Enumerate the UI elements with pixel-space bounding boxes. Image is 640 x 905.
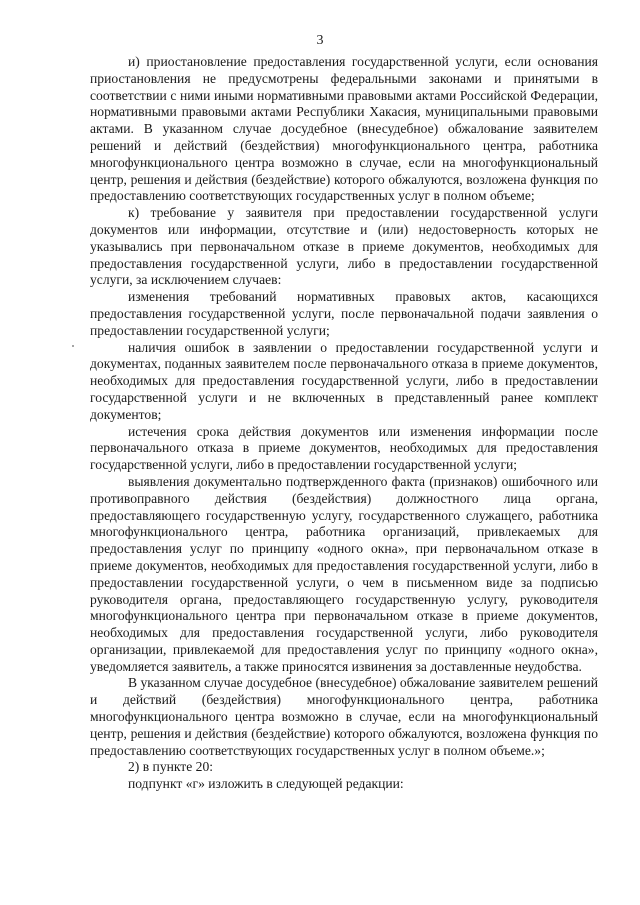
paragraph-subitem-g: подпункт «г» изложить в следующей редакции: — [128, 776, 404, 792]
paragraph-exception-2: наличия ошибок в заявлении о предоставлении государственной услуги и документах, поданных заявителем после первоначального отказа в приеме документов, необходимых для предоставления государственной услуги, либо в предоставлении государственной услуги и не включенных в представленный ранее комплект документов; — [90, 339, 598, 422]
paragraph-exception-1: изменения требований нормативных правовых актов, касающихся предоставления государственной услуги, после первоначальной подачи заявления о предоставлении государственной услуги; — [90, 289, 598, 338]
paragraph-appeal: В указанном случае досудебное (внесудебное) обжалование заявителем решений и действий (бездействия) многофункционального центра, работника многофункционального центра возможно в случае, если на многофункциональный центр, решения и действия (бездействие) которого обжалуются, возложена функция по предоставлению соответствующих государственных услуг в полном объеме.»; — [90, 675, 598, 758]
paragraph-exception-4: выявления документально подтвержденного факта (признаков) ошибочного или противоправного действия (бездействия) должностного лица органа, предоставляющего государственную услугу, государственного служащего, работника многофункционального центра, работника организаций, привлекаемых для предоставления услуг по принципу «одного окна», при первоначальном отказе в приеме документов, необходимых для предоставления государственной услуги, либо в предоставлении государственной услуги, о чем в письменном виде за подписью руководителя органа, предоставляющего государственную услугу, руководителя многофункционального центра при первоначальном отказе в приеме документов, необходимых для предоставления государственной услуги, либо руководителя организации, привлекаемой для предоставления услуг по принципу «одного окна», уведомляется заявитель, а также приносятся извинения за доставленные неудобства. — [90, 473, 598, 674]
page-number: 3 — [316, 33, 324, 48]
paragraph-item-2: 2) в пункте 20: — [128, 759, 214, 775]
scan-speck — [72, 345, 74, 347]
paragraph-k: к) требование у заявителя при предоставлении государственной услуги документов или информации, отсутствие и (или) недостоверность которых не указывались при первоначальном отказе в приеме документов, необходимых для предоставления государственной услуги, либо в предоставлении государственной услуги, за исключением случаев: — [90, 205, 598, 288]
paragraph-i: и) приостановление предоставления государственной услуги, если основания приостановления не предусмотрены федеральными законами и принятыми в соответствии с ними иными нормативными правовыми актами Российской Федерации, нормативными правовыми актами Республики Хакасия, муниципальными правовыми актами. В указанном случае досудебное (внесудебное) обжалование заявителем решений и действий (бездействия) многофункционального центра, работника многофункционального центра возможно в случае, если на многофункциональный центр, решения и действия (бездействие) которого обжалуются, возложена функция по предоставлению соответствующих государственных услуг в полном объеме; — [90, 54, 598, 204]
document-body — [90, 54, 598, 793]
paragraph-exception-3: истечения срока действия документов или изменения информации после первоначального отказа в приеме документов, необходимых для предоставления государственной услуги, либо в предоставлении государственной услуги; — [90, 423, 598, 473]
